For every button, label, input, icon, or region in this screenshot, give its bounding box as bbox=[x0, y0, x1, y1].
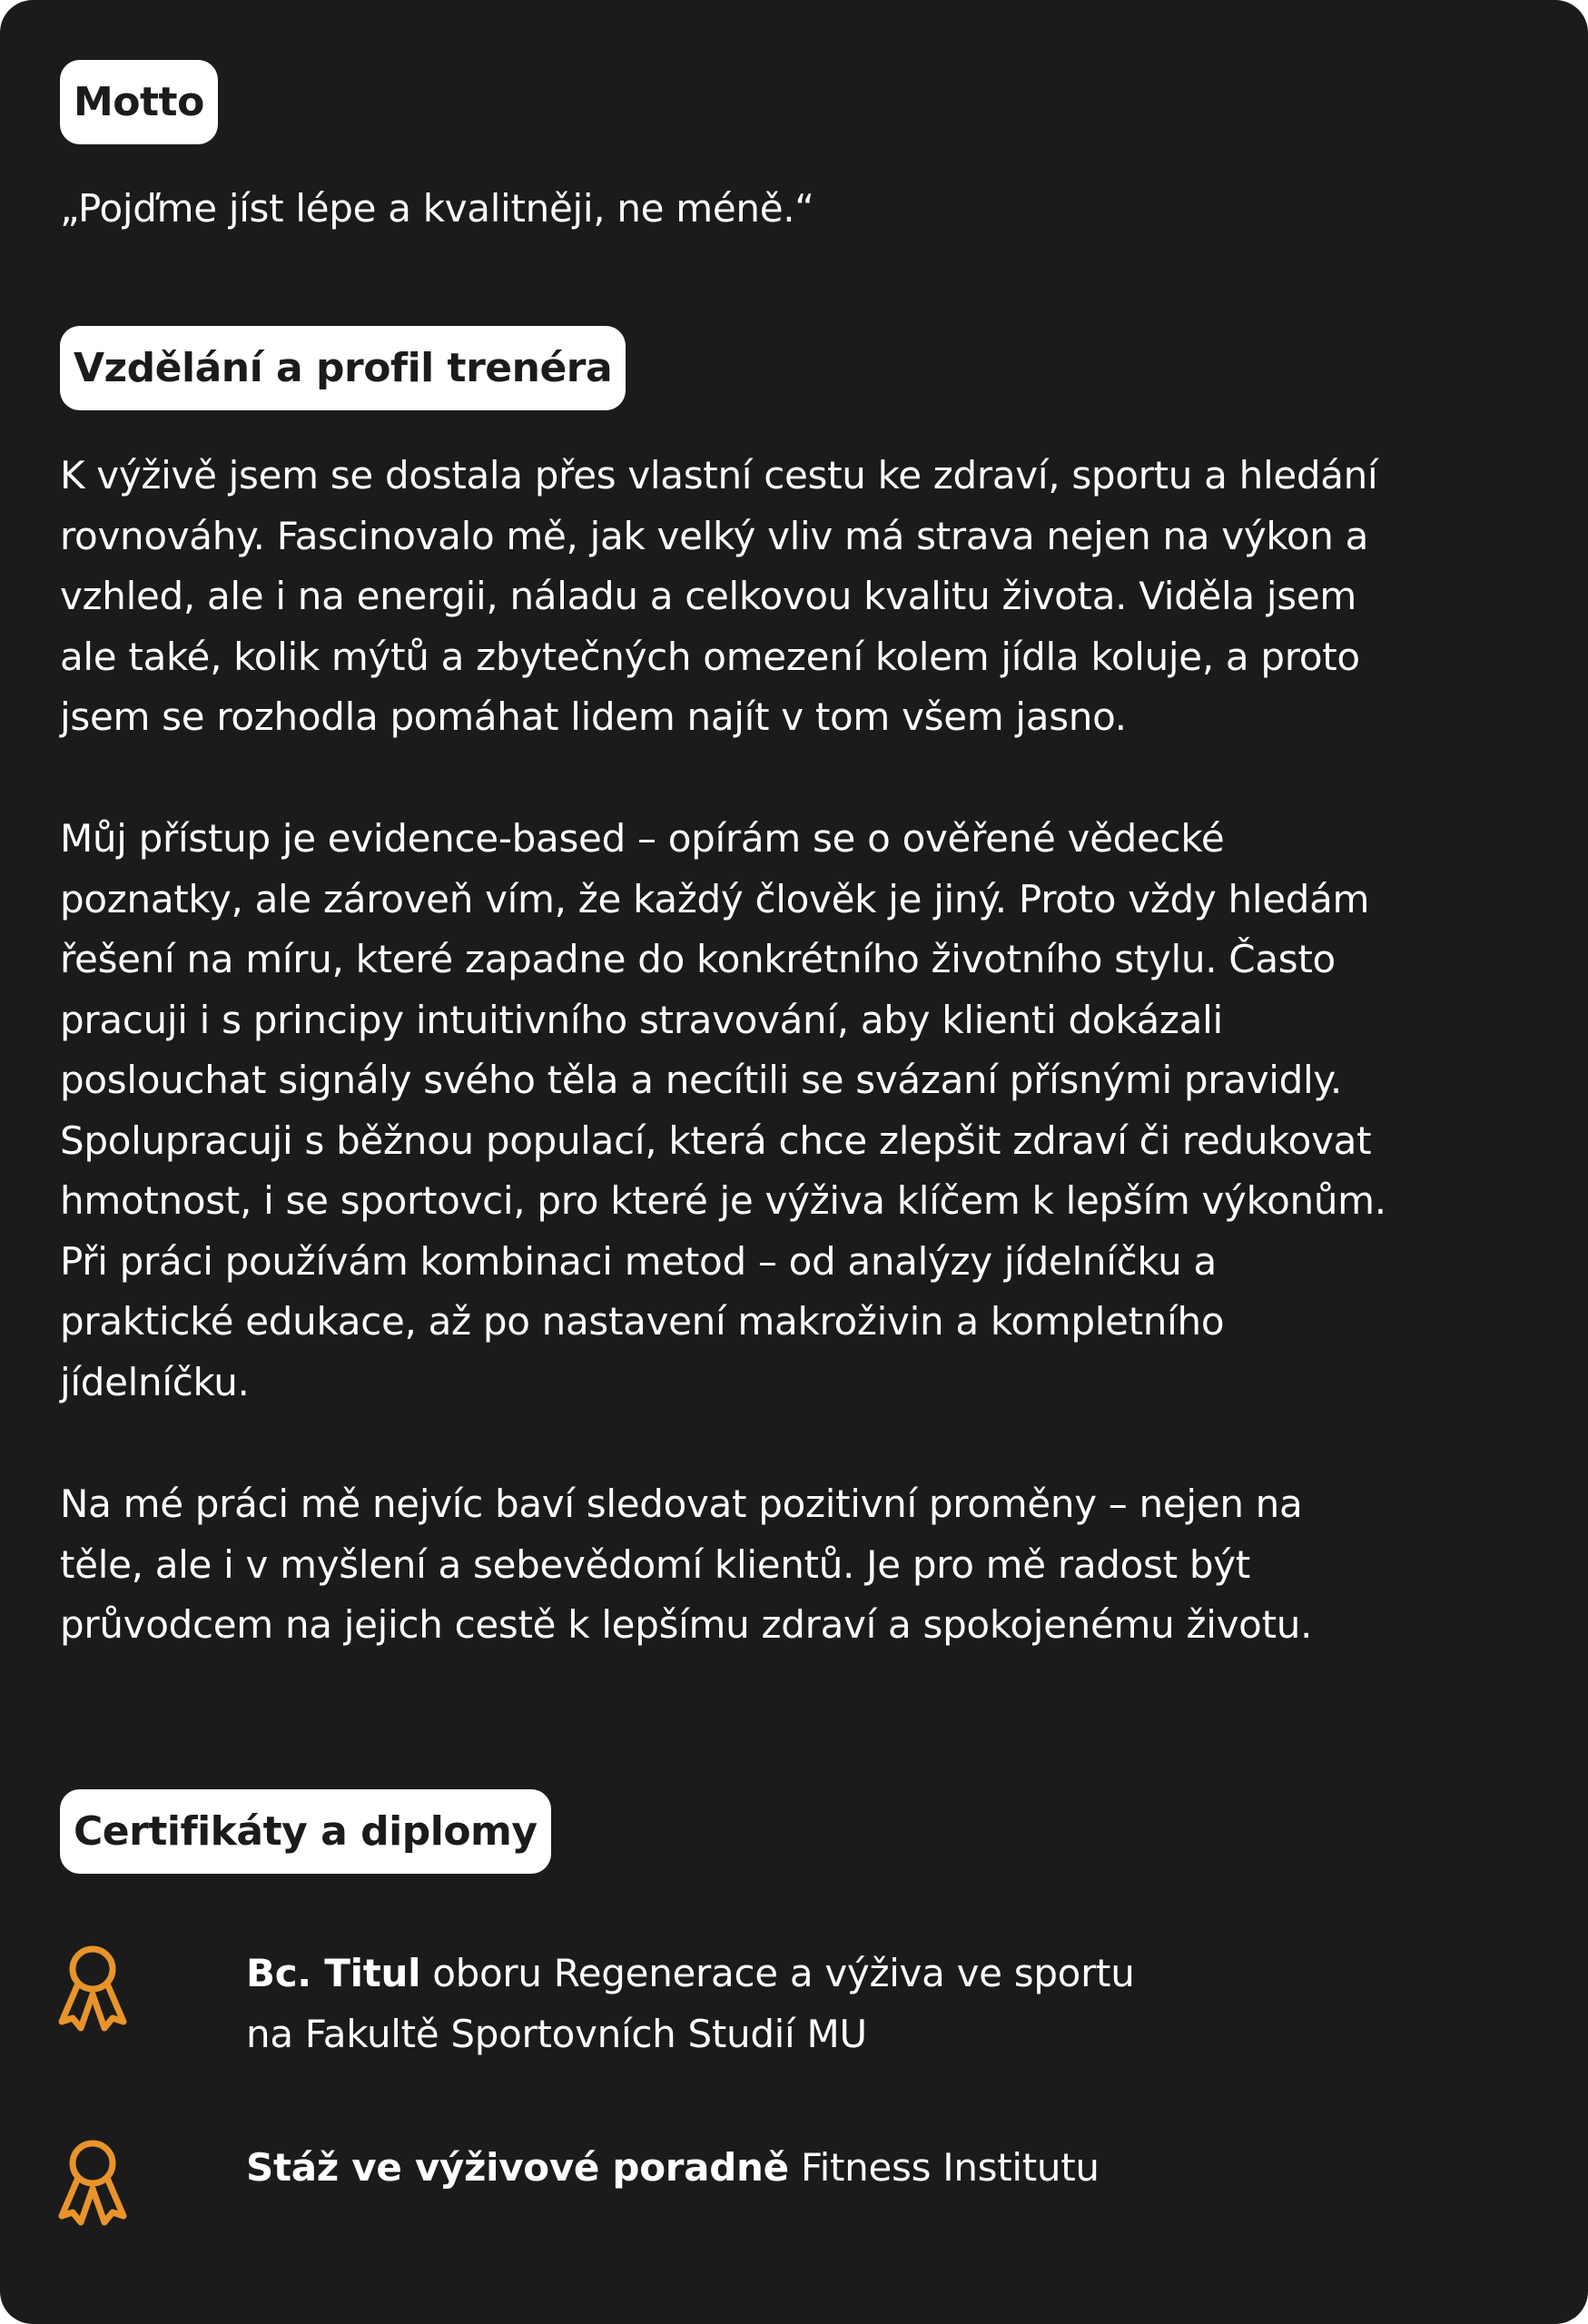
certificate-detail-line2: na Fakultě Sportovních Studií MU bbox=[246, 2012, 867, 2056]
text-line: pracuji i s principy intuitivního stravování, aby klienti dokázali bbox=[60, 997, 1223, 1042]
text-line: K výživě jsem se dostala přes vlastní cestu ke zdraví, sportu a hledání bbox=[60, 453, 1378, 497]
certificate-detail: Fitness Institutu bbox=[788, 2145, 1100, 2190]
text-line: Při práci používám kombinaci metod – od analýzy jídelníčku a bbox=[60, 1238, 1217, 1284]
profile-paragraph-2 bbox=[60, 809, 1386, 1413]
text-line: řešení na míru, které zapadne do konkrétního životního stylu. Často bbox=[60, 937, 1336, 981]
text-line: jsem se rozhodla pomáhat lidem najít v tom všem jasno. bbox=[60, 694, 1127, 739]
profile-heading: Vzdělání a profil trenéra bbox=[60, 326, 626, 410]
text-line: těle, ale i v myšlení a sebevědomí klientů. Je pro mě radost být bbox=[60, 1541, 1250, 1587]
text-line: ale také, kolik mýtů a zbytečných omezení kolem jídla koluje, a proto bbox=[60, 634, 1360, 679]
motto-heading: Motto bbox=[60, 60, 218, 144]
text-line: průvodcem na jejich cestě k lepšímu zdraví a spokojenému životu. bbox=[60, 1602, 1313, 1647]
award-ribbon-icon bbox=[56, 1945, 129, 2033]
text-line: praktické edukace, až po nastavení makroživin a kompletního bbox=[60, 1299, 1225, 1344]
certificate-detail: oboru Regenerace a výživa ve sportu bbox=[420, 1951, 1135, 1995]
text-line: Na mé práci mě nejvíc baví sledovat pozitivní proměny – nejen na bbox=[60, 1482, 1303, 1526]
profile-paragraph-3 bbox=[60, 1474, 1312, 1656]
text-line: Spolupracuji s běžnou populací, která chce zlepšit zdraví či redukovat bbox=[60, 1118, 1372, 1163]
text-line: Můj přístup je evidence-based – opírám se o ověřené vědecké bbox=[60, 816, 1225, 861]
text-line: poznatky, ale zároveň vím, že každý člověk je jiný. Proto vždy hledám bbox=[60, 876, 1370, 921]
certificates-heading: Certifikáty a diplomy bbox=[60, 1789, 551, 1874]
motto-quote: „Pojďme jíst lépe a kvalitněji, ne méně.“ bbox=[60, 186, 814, 231]
certificate-title: Bc. Titul bbox=[246, 1951, 421, 1995]
certificate-title: Stáž ve výživové poradně bbox=[246, 2145, 789, 2190]
text-line: hmotnost, i se sportovci, pro které je výživa klíčem k lepším výkonům. bbox=[60, 1178, 1386, 1223]
text-line: vzhled, ale i na energii, náladu a celkovou kvalitu života. Viděla jsem bbox=[60, 574, 1356, 618]
award-ribbon-icon bbox=[56, 2140, 129, 2227]
text-line: jídelníčku. bbox=[60, 1359, 250, 1404]
text-line: rovnováhy. Fascinovalo mě, jak velký vliv má strava nejen na výkon a bbox=[60, 513, 1369, 558]
profile-paragraph-1 bbox=[60, 446, 1377, 748]
certificate-item-2 bbox=[246, 2137, 1100, 2198]
text-line: poslouchat signály svého těla a necítili se svázaní přísnými pravidly. bbox=[60, 1058, 1342, 1102]
certificate-item-1 bbox=[246, 1943, 1135, 2064]
